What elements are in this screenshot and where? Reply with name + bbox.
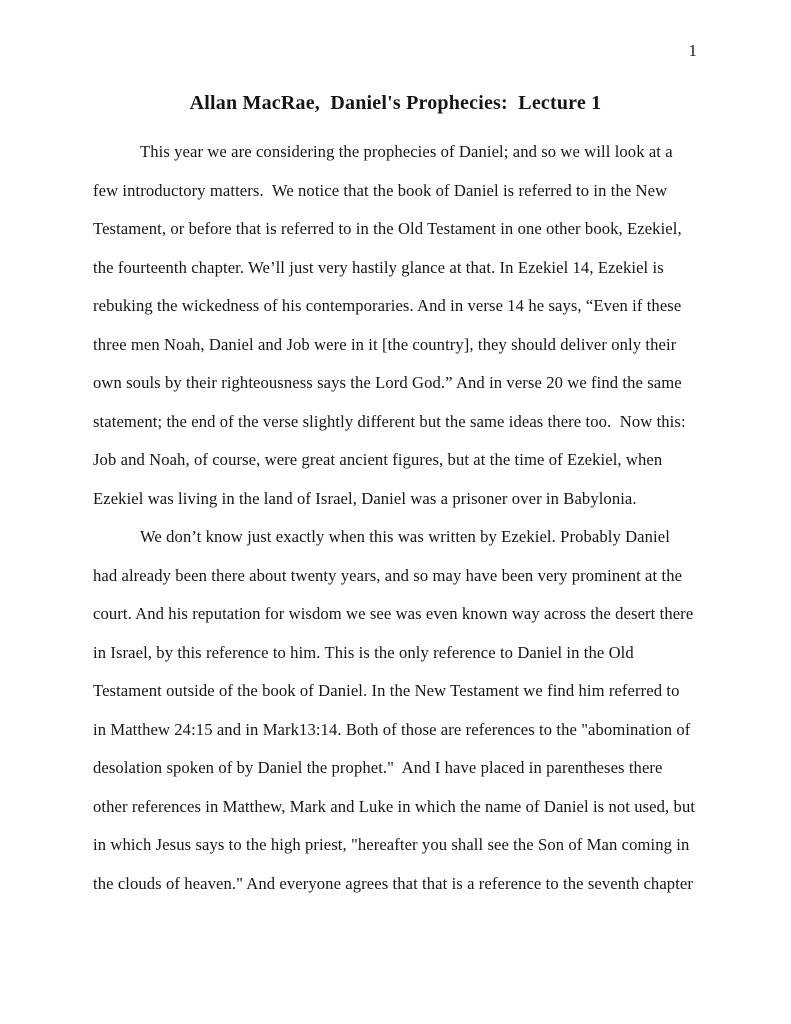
text-line: the clouds of heaven." And everyone agrees that that is a reference to the seventh chapter — [93, 873, 693, 893]
page-number: 1 — [688, 41, 697, 60]
paragraph-2 — [93, 518, 699, 903]
text-line: Job and Noah, of course, were great ancient figures, but at the time of Ezekiel, when — [93, 450, 663, 469]
text-line: had already been there about twenty years, and so may have been very prominent at the — [93, 565, 683, 585]
text-line: We don’t know just exactly when this was written by Ezekiel. Probably Daniel — [140, 527, 670, 546]
text-line: Ezekiel was living in the land of Israel, Daniel was a prisoner over in Babylonia. — [93, 488, 637, 508]
document-body — [93, 133, 699, 903]
page-title: Allan MacRae, Daniel's Prophecies: Lecture 1 — [189, 92, 602, 114]
text-line: Testament, or before that is referred to in the Old Testament in one other book, Ezekiel, — [93, 219, 682, 238]
text-line: other references in Matthew, Mark and Luke in which the name of Daniel is not used, but — [93, 796, 696, 816]
text-line: few introductory matters. We notice that the book of Daniel is referred to in the New — [93, 180, 668, 200]
text-line: court. And his reputation for wisdom we see was even known way across the desert there — [93, 604, 694, 623]
text-line: three men Noah, Daniel and Job were in it [the country], they should deliver only their — [93, 334, 677, 354]
text-line: in Matthew 24:15 and in Mark13:14. Both of those are references to the "abomination of — [93, 719, 691, 739]
paragraph-1 — [93, 133, 699, 518]
text-line: in which Jesus says to the high priest, "hereafter you shall see the Son of Man coming in — [93, 835, 690, 854]
text-line: in Israel, by this reference to him. This is the only reference to Daniel in the Old — [93, 642, 634, 662]
text-line: desolation spoken of by Daniel the prophet." And I have placed in parentheses there — [93, 758, 663, 777]
text-line: own souls by their righteousness says the Lord God.” And in verse 20 we find the same — [93, 373, 682, 392]
text-line: Testament outside of the book of Daniel. In the New Testament we find him referred to — [93, 681, 680, 700]
text-line: This year we are considering the prophecies of Daniel; and so we will look at a — [140, 142, 673, 161]
text-line: the fourteenth chapter. We’ll just very hastily glance at that. In Ezekiel 14, Ezekiel is — [93, 257, 664, 277]
text-line: statement; the end of the verse slightly different but the same ideas there too. Now this: — [93, 411, 686, 431]
text-line: rebuking the wickedness of his contemporaries. And in verse 14 he says, “Even if these — [93, 296, 682, 315]
